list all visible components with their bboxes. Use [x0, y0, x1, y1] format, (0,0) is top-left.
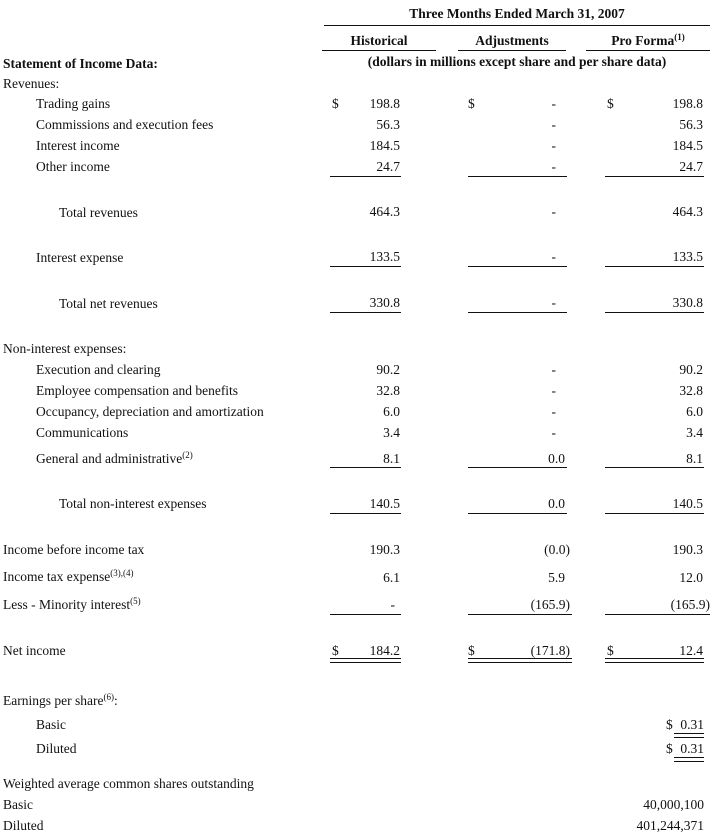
- cell-adjustments: 0.0: [548, 451, 565, 466]
- total-rule: [330, 513, 401, 514]
- shares-diluted-value: 401,244,371: [636, 818, 704, 833]
- cell-proforma: 12.4: [679, 643, 703, 658]
- cell-historical: 56.3: [376, 117, 400, 132]
- currency-symbol: $: [468, 643, 475, 658]
- currency-symbol: $: [607, 643, 614, 658]
- section-title: Statement of Income Data:: [3, 56, 158, 71]
- currency-symbol: $: [666, 741, 673, 756]
- cell-proforma: 133.5: [672, 249, 703, 264]
- row-label: Communications: [36, 425, 129, 440]
- cell-historical: 32.8: [376, 383, 400, 398]
- row-label: Interest expense: [36, 250, 124, 265]
- cell-proforma: 198.8: [672, 96, 703, 111]
- row-label: Other income: [36, 159, 110, 174]
- cell-historical: 6.1: [383, 570, 400, 585]
- row-label: Interest income: [36, 138, 120, 153]
- subtotal-rule: [468, 176, 567, 177]
- subtotal-rule: [605, 614, 710, 615]
- row-label: Occupancy, depreciation and amortization: [36, 404, 264, 419]
- cell-adjustments: -: [551, 295, 556, 310]
- total-label: Total revenues: [59, 205, 138, 220]
- col-proforma-header: Pro Forma$^{(1)}$: [611, 32, 685, 48]
- cell-proforma: (165.9): [670, 597, 710, 612]
- double-rule: [468, 658, 572, 663]
- cell-historical: 6.0: [383, 404, 400, 419]
- row-label: Less - Minority interest$^{(5)}$: [3, 596, 141, 612]
- net-income-label: Net income: [3, 643, 66, 658]
- subtotal-rule: [468, 266, 567, 267]
- row-label: Income before income tax: [3, 542, 145, 557]
- subtotal-rule: [330, 467, 401, 468]
- eps-basic-value: 0.31: [680, 717, 704, 732]
- cell-proforma: 32.8: [679, 383, 703, 398]
- cell-proforma: 140.5: [672, 496, 703, 511]
- row-label: Commissions and execution fees: [36, 117, 214, 132]
- cell-adjustments: -: [551, 404, 556, 419]
- subtotal-rule: [605, 266, 704, 267]
- cell-historical: 190.3: [369, 542, 400, 557]
- period-underline: [324, 25, 710, 26]
- col-proforma-underline: [586, 50, 710, 51]
- subtotal-rule: [330, 614, 401, 615]
- cell-historical: 133.5: [369, 249, 400, 264]
- cell-historical: 90.2: [376, 362, 400, 377]
- cell-adjustments: -: [551, 425, 556, 440]
- double-rule: [330, 658, 401, 663]
- subtotal-rule: [468, 467, 567, 468]
- cell-adjustments: -: [551, 362, 556, 377]
- cell-adjustments: (0.0): [544, 542, 570, 557]
- cell-adjustments: (165.9): [530, 597, 570, 612]
- cell-proforma: 6.0: [686, 404, 703, 419]
- double-rule: [674, 733, 704, 738]
- currency-symbol: $: [332, 96, 339, 111]
- cell-historical: 24.7: [376, 159, 400, 174]
- row-label: Employee compensation and benefits: [36, 383, 239, 398]
- col-historical-header: Historical: [350, 33, 408, 48]
- cell-proforma: 184.5: [672, 138, 703, 153]
- cell-adjustments: -: [551, 96, 556, 111]
- col-adjustments-underline: [458, 50, 566, 51]
- subtotal-rule: [468, 614, 572, 615]
- total-label: Total non-interest expenses: [59, 496, 207, 511]
- cell-adjustments: -: [551, 383, 556, 398]
- cell-proforma: 190.3: [672, 542, 703, 557]
- cell-proforma: 24.7: [679, 159, 703, 174]
- cell-proforma: 8.1: [686, 451, 703, 466]
- cell-historical: 184.5: [369, 138, 400, 153]
- cell-adjustments: (171.8): [530, 643, 570, 658]
- subtotal-rule: [330, 266, 401, 267]
- units-note: (dollars in millions except share and per share data): [367, 54, 667, 69]
- eps-diluted-value: 0.31: [680, 741, 704, 756]
- cell-proforma: 56.3: [679, 117, 703, 132]
- eps-diluted-label: Diluted: [36, 741, 77, 756]
- currency-symbol: $: [666, 717, 673, 732]
- cell-adjustments: 0.0: [548, 496, 565, 511]
- cell-proforma: 330.8: [672, 295, 703, 310]
- cell-historical: 184.2: [369, 643, 400, 658]
- total-rule: [605, 513, 704, 514]
- subtotal-rule: [605, 176, 704, 177]
- cell-adjustments: -: [551, 204, 556, 219]
- eps-basic-label: Basic: [36, 717, 66, 732]
- cell-proforma: 12.0: [679, 570, 703, 585]
- revenues-heading: Revenues:: [3, 76, 60, 91]
- double-rule: [605, 658, 704, 663]
- cell-adjustments: -: [551, 138, 556, 153]
- cell-historical: 464.3: [369, 204, 400, 219]
- eps-heading: Earnings per share$^{(6)}$:: [3, 692, 118, 708]
- cell-historical: 8.1: [383, 451, 400, 466]
- total-rule: [468, 312, 567, 313]
- cell-adjustments: -: [551, 249, 556, 264]
- shares-heading: Weighted average common shares outstanding: [3, 776, 254, 791]
- row-label: Income tax expense$^{(3),(4)}$: [3, 568, 134, 584]
- cell-adjustments: -: [551, 117, 556, 132]
- total-label: Total net revenues: [59, 296, 158, 311]
- col-historical-underline: [322, 50, 436, 51]
- subtotal-rule: [605, 467, 704, 468]
- total-rule: [605, 312, 704, 313]
- double-rule: [674, 757, 704, 762]
- row-label: Execution and clearing: [36, 362, 161, 377]
- cell-historical: -: [390, 597, 395, 612]
- period-header: Three Months Ended March 31, 2007: [409, 6, 625, 21]
- currency-symbol: $: [607, 96, 614, 111]
- shares-diluted-label: Diluted: [3, 818, 44, 833]
- col-adjustments-header: Adjustments: [475, 33, 549, 48]
- currency-symbol: $: [468, 96, 475, 111]
- cell-proforma: 3.4: [686, 425, 703, 440]
- shares-basic-value: 40,000,100: [643, 797, 704, 812]
- cell-adjustments: -: [551, 159, 556, 174]
- cell-historical: 198.8: [369, 96, 400, 111]
- currency-symbol: $: [332, 643, 339, 658]
- cell-proforma: 90.2: [679, 362, 703, 377]
- cell-historical: 140.5: [369, 496, 400, 511]
- total-rule: [468, 513, 567, 514]
- row-label: General and administrative$^{(2)}$: [36, 450, 193, 466]
- total-rule: [330, 312, 401, 313]
- cell-proforma: 464.3: [672, 204, 703, 219]
- cell-historical: 3.4: [383, 425, 400, 440]
- expenses-heading: Non-interest expenses:: [3, 341, 127, 356]
- cell-historical: 330.8: [369, 295, 400, 310]
- row-label: Trading gains: [36, 96, 111, 111]
- subtotal-rule: [330, 176, 401, 177]
- cell-adjustments: 5.9: [548, 570, 565, 585]
- shares-basic-label: Basic: [3, 797, 33, 812]
